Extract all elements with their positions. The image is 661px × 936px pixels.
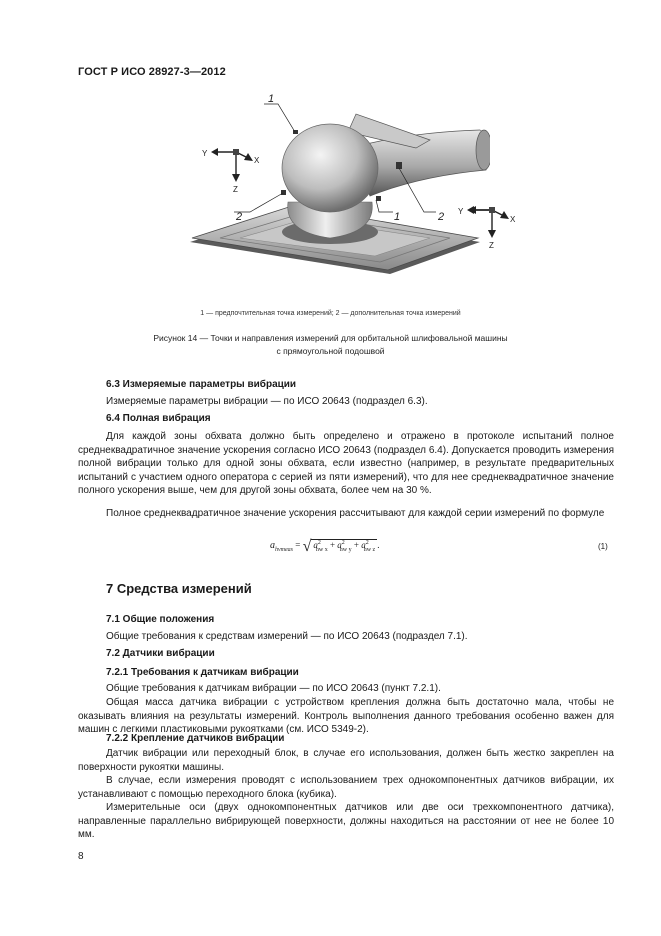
heading-7-2-1: 7.2.1 Требования к датчикам вибрации — [106, 667, 299, 678]
heading-6-3: 6.3 Измеряемые параметры вибрации — [106, 379, 297, 390]
axis-x-label-right: X — [510, 215, 516, 224]
paragraph-6-3: Измеряемые параметры вибрации — по ИСО 20643 (подраздел 6.3). — [106, 396, 428, 407]
formula-1: $a_{hvmeas}$ = √ $a^2_{hw x} + a^2_{hw y} + a^2_{hw z}$ . — [270, 538, 380, 555]
paragraph-7-2-1-1: Общие требования к датчикам вибрации — по ИСО 20643 (пункт 7.2.1). — [106, 683, 441, 694]
paragraph-7-2-2-2: В случае, если измерения проводят с использованием трех однокомпонентных датчиков вибрации, их устанавливают с помощью переходного блока (кубика). — [78, 775, 614, 800]
figure-caption-line2: с прямоугольной подошвой — [276, 346, 385, 356]
sensor-point-handle — [396, 162, 402, 169]
paragraph-7-2-2-3: Измерительные оси (двух однокомпонентных датчиков или две оси трехкомпонентного датчика), направленные параллельно вибрирующей поверхности, должны находиться на расстоянии от нее не более 10 мм. — [78, 802, 614, 841]
axis-y-label-right: Y — [458, 207, 464, 216]
heading-7-1: 7.1 Общие положения — [106, 614, 215, 625]
callout-1-right: 1 — [394, 211, 401, 223]
paragraph-6-4-1: Для каждой зоны обхвата должно быть определено и отражено в протоколе испытаний полное среднеквадратичное значение ускорения согласно ИСО 20643 (подраздел 6.4). Допускается проводить измерения полной вибрации только для одной зоны обхвата, если известно (например, в результате предварительных испытаний с участием одного оператора с серией из пяти измерений), что для нее среднеквадратичное значение полного ускорения выше, чем для другой зоны обхвата, более чем на 30 %. — [78, 431, 614, 497]
callout-1-top: 1 — [268, 93, 275, 105]
sensor-point-right — [376, 196, 381, 201]
paragraph-7-1: Общие требования к средствам измерений — по ИСО 20643 (подраздел 7.1). — [106, 631, 468, 642]
callout-2-left: 2 — [236, 211, 243, 223]
heading-7-2: 7.2 Датчики вибрации — [106, 648, 215, 659]
figure-legend: 1 — предпочтительная точка измерений; 2 — дополнительная точка измерений — [200, 310, 461, 317]
axis-y-label-left: Y — [202, 149, 208, 158]
paragraph-7-2-1-2: Общая масса датчика вибрации с устройством крепления должна быть достаточно мала, чтобы не оказывать влияния на результаты измерений. Контроль выполнения данного требования особенно важен для машин с легкими пластиковыми рукоятками (см. ИСО 5349-2). — [78, 697, 614, 736]
axis-x-label-left: X — [254, 156, 260, 165]
paragraph-7-2-2-1: Датчик вибрации или переходный блок, в случае его использования, должен быть жестко закреплен на поверхности рукоятки машины. — [78, 748, 614, 773]
heading-7-2-2: 7.2.2 Крепление датчиков вибрации — [106, 733, 285, 744]
page-number: 8 — [78, 851, 84, 862]
formula-number: (1) — [598, 542, 608, 551]
heading-7: 7 Средства измерений — [106, 581, 252, 596]
sander-illustration — [180, 92, 490, 276]
axis-z-label-left: Z — [233, 185, 238, 194]
paragraph-6-4-2: Полное среднеквадратичное значение ускорения рассчитывают для каждой серии измерений по формуле — [106, 508, 605, 519]
sqrt-radicand: $a^2_{hw x} + a^2_{hw y} + a^2_{hw z}$ — [313, 540, 376, 553]
sensor-point-left — [281, 190, 286, 195]
axis-triad-left — [211, 148, 253, 182]
document-header: ГОСТ Р ИСО 28927-3—2012 — [78, 66, 226, 78]
handle-end — [476, 130, 490, 170]
dome-body — [282, 124, 378, 212]
axis-z-label-right: Z — [489, 241, 494, 250]
axis-triad-right-group — [452, 200, 524, 252]
figure-caption-line1: Рисунок 14 — Точки и направления измерений для орбитальной шлифовальной машины — [153, 333, 508, 343]
heading-6-4: 6.4 Полная вибрация — [106, 413, 211, 424]
sqrt-sign: √ — [302, 538, 312, 555]
figure-caption — [60, 332, 601, 358]
callout-2-right: 2 — [438, 211, 445, 223]
